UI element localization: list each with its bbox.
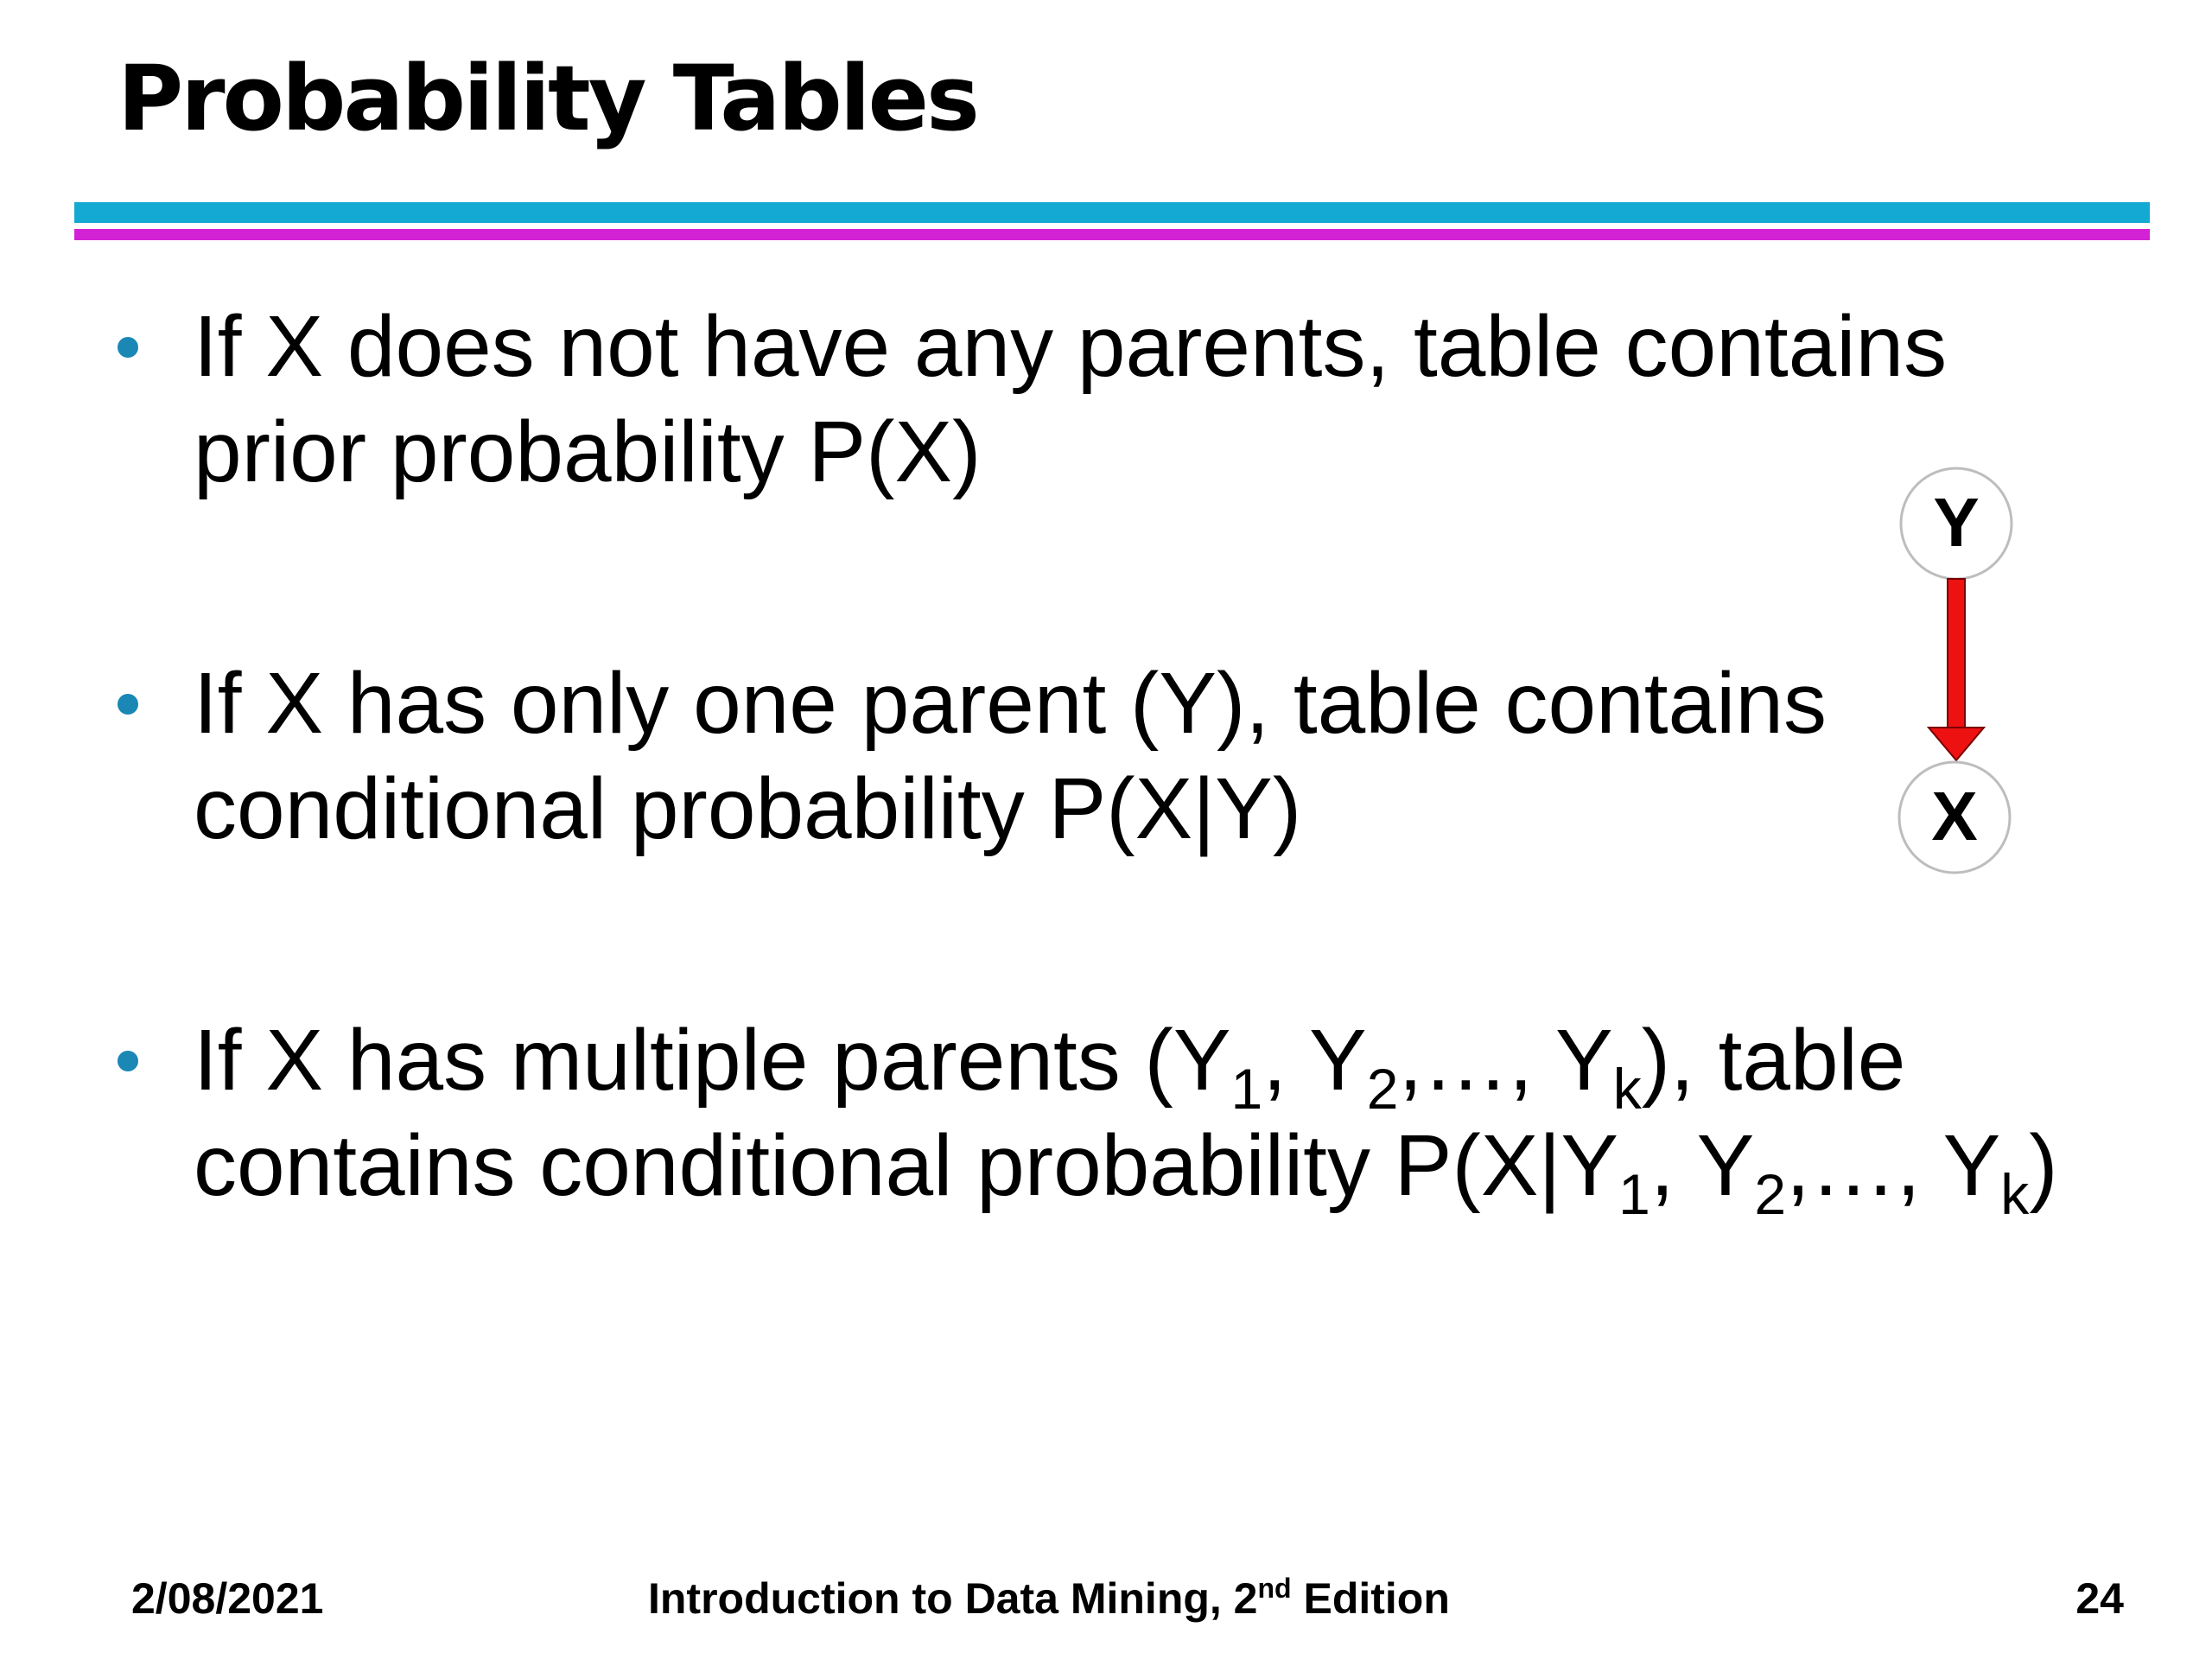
dependency-arrow [1929, 579, 1984, 760]
bullet-dot [118, 694, 138, 715]
footer-title-ordinal: nd [1257, 1573, 1292, 1604]
node-y [1901, 468, 2012, 579]
bullet-line: conditional probability P(X|Y) [194, 760, 1302, 857]
bullet-dot [118, 337, 138, 358]
node-y-label: Y [1933, 484, 1980, 561]
subscript: 2 [1754, 1162, 1787, 1226]
footer-date: 2/08/2021 [131, 1574, 324, 1623]
page-number: 24 [2075, 1574, 2124, 1623]
subscript: 1 [1230, 1057, 1263, 1121]
node-x-label: X [1931, 778, 1978, 855]
bullet-line: prior probability P(X) [194, 404, 982, 500]
node-x [1899, 762, 2010, 873]
bullet-text [194, 294, 2094, 505]
bayes-network-diagram [1884, 463, 2022, 878]
subscript: k [1612, 1057, 1642, 1121]
arrow-shaft [1948, 579, 1965, 731]
arrow-head [1929, 728, 1984, 760]
subscript: 2 [1366, 1057, 1399, 1121]
bullet-line: If X does not have any parents, table contains [194, 298, 1948, 395]
footer-course-title [648, 1573, 1450, 1624]
subscript: k [2000, 1162, 2030, 1226]
bullet-line: If X has multiple parents ($Y_1$, $Y_2,\dots$, $Y_k$), table [194, 1012, 1906, 1121]
footer-title-text: Introduction to Data Mining, 2 [648, 1574, 1258, 1623]
bullet-line: If X has only one parent (Y), table contains [194, 655, 1827, 752]
footer-title-tail: Edition [1291, 1574, 1450, 1623]
bullet-dot [118, 1051, 138, 1071]
bullet-text [194, 1007, 2094, 1226]
bullet-text [194, 651, 2094, 861]
subscript: 1 [1618, 1162, 1650, 1226]
slide-title: Probability Tables [118, 46, 977, 151]
bullet-line: contains conditional probability $P(X|Y_1$, $Y_2,\dots$, $Y_k$) [194, 1117, 2058, 1226]
